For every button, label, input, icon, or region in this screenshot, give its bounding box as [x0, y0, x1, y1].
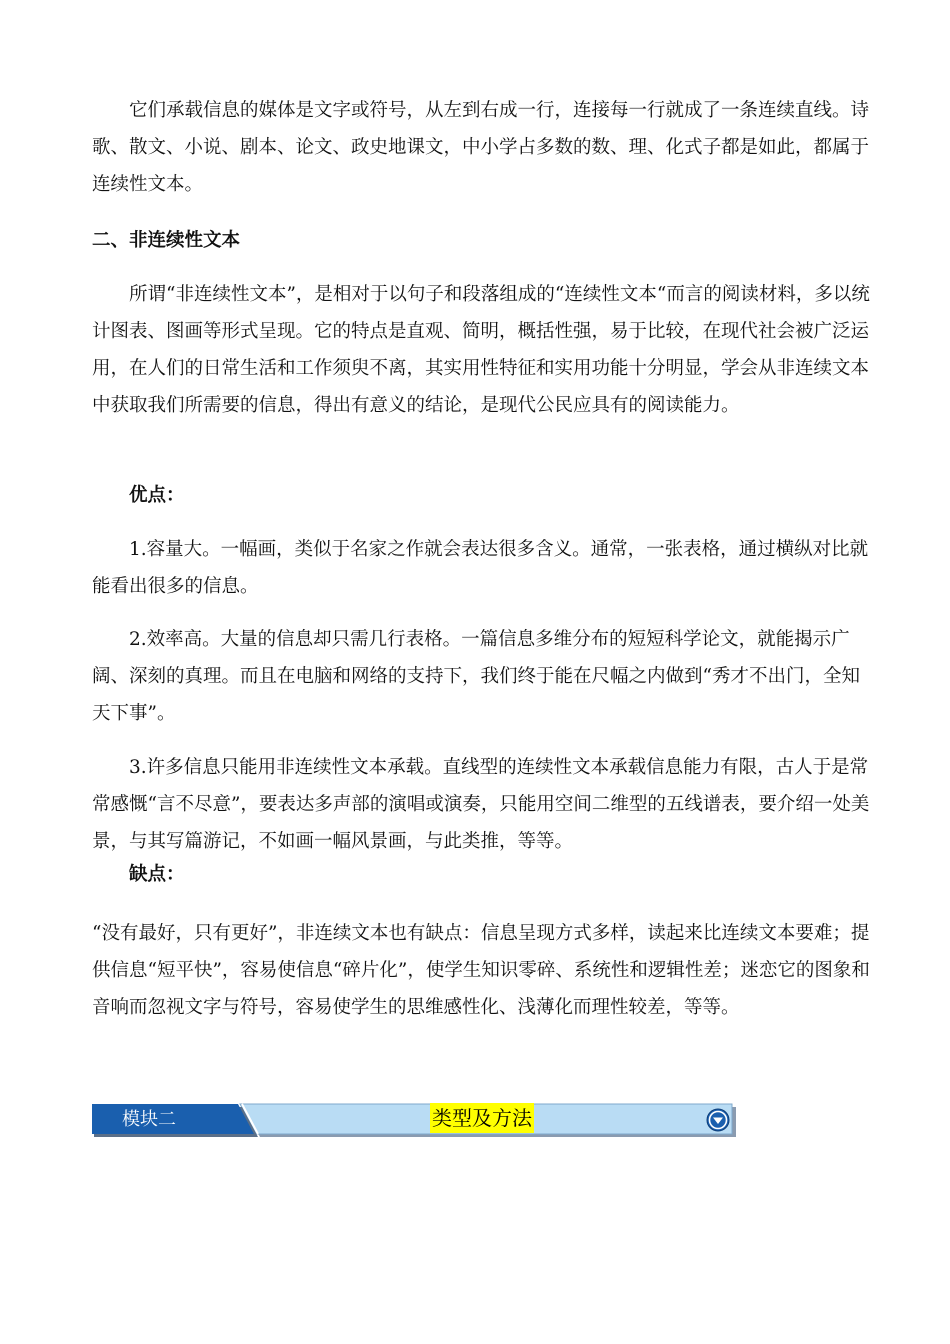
- paragraph-continuous-text: 它们承载信息的媒体是文字或符号，从左到右成一行，连接每一行就成了一条连续直线。诗歌、散文、小说、剧本、论文、政史地课文，中小学占多数的数、理、化式子都是如此，都属于连续性文本。: [92, 100, 870, 195]
- advantage-item-3: 3.许多信息只能用非连续性文本承载。直线型的连续性文本承载信息能力有限，古人于是常常感慨“言不尽意”，要表达多声部的演唱或演奏，只能用空间二维型的五线谱表，要介绍一处美景，与其写篇游记，不如画一幅风景画，与此类推，等等。: [92, 757, 870, 852]
- module-label: 模块二: [122, 1109, 176, 1130]
- paragraph-noncontinuous-definition: 所谓“非连续性文本”，是相对于以句子和段落组成的“连续性文本“而言的阅读材料，多以统计图表、图画等形式呈现。它的特点是直观、简明，概括性强，易于比较，在现代社会被广泛运用，在人们的日常生活和工作须臾不离，其实用性特征和实用功能十分明显，学会从非连续文本中获取我们所需要的信息，得出有意义的结论，是现代公民应具有的阅读能力。: [92, 284, 870, 416]
- advantages-label: 优点：: [129, 485, 185, 506]
- chevron-down-circle-icon[interactable]: [706, 1108, 730, 1132]
- advantage-item-1: 1.容量大。一幅画，类似于名家之作就会表达很多含义。通常，一张表格，通过横纵对比就能看出很多的信息。: [92, 539, 869, 597]
- module-banner: [92, 1103, 740, 1139]
- disadvantages-text: “没有最好，只有更好”，非连续文本也有缺点：信息呈现方式多样，读起来比连续文本要难；提供信息“短平快”，容易使信息“碎片化”，使学生知识零碎、系统性和逻辑性差；迷恋它的图象和音响而忽视文字与符号，容易使学生的思维感性化、浅薄化而理性较差，等等。: [92, 923, 870, 1018]
- advantage-item-2: 2.效率高。大量的信息却只需几行表格。一篇信息多维分布的短短科学论文，就能揭示广阔、深刻的真理。而且在电脑和网络的支持下，我们终于能在尺幅之内做到“秀才不出门，全知天下事”。: [92, 629, 860, 724]
- disadvantages-label: 缺点：: [129, 864, 185, 885]
- module-title: 类型及方法: [430, 1103, 534, 1133]
- section-heading-noncontinuous: 二、非连续性文本: [92, 230, 241, 251]
